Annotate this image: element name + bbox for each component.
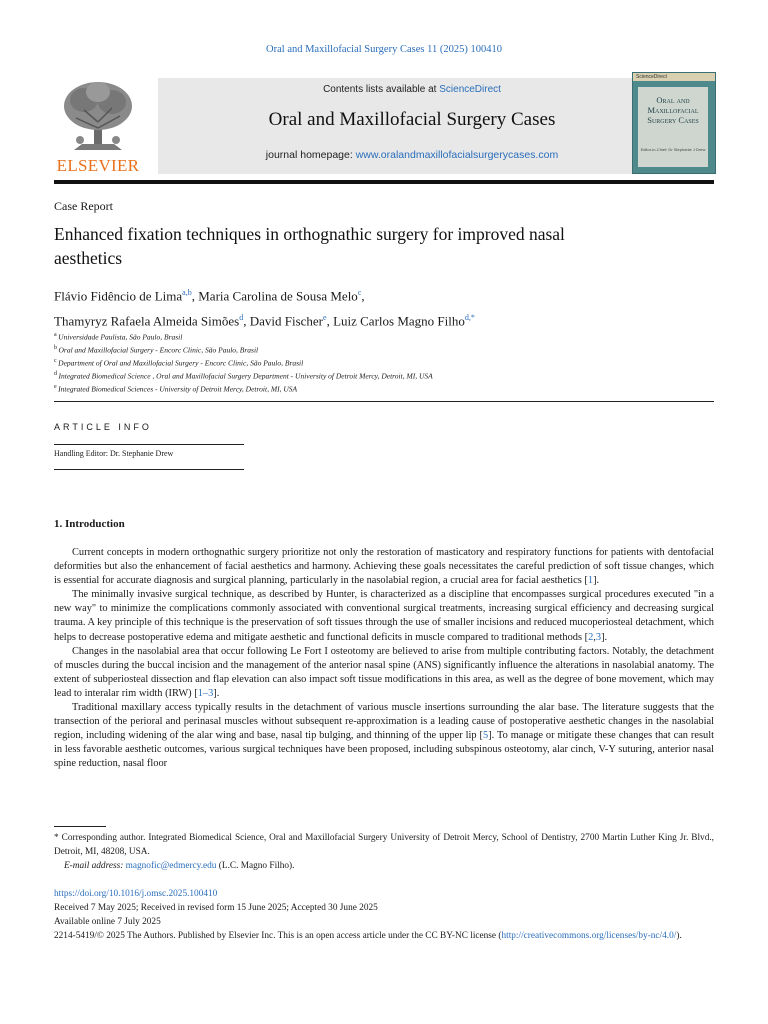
body-text-run: Changes in the nasolabial area that occur following Le Fort I osteotomy are believed to arise from multiple contributing factors. Notably, the detachment of muscles during the buccal incision and the management of the anterior nasal spine (ANS) significantly influence the alterations in nasolabial anatomy. The extent of subperiosteal dissection and flap elevation can also impact soft tissue modifications in this area, as well as the degree of bone movement, which may lead to interalar rim width (IRW) [ [54,645,714,699]
sciencedirect-link[interactable]: ScienceDirect [439,84,501,95]
front-matter-divider [54,401,714,402]
journal-title: Oral and Maxillofacial Surgery Cases [268,109,556,130]
author-affiliation-marker[interactable]: e [323,313,327,323]
publisher-wordmark[interactable]: ELSEVIER [56,156,140,175]
corresponding-author-text: * Corresponding author. Integrated Biomedical Science, Oral and Maxillofacial Surgery University of Detroit Mercy, School of Dentistry, 2700 Martin Luther King Jr. Blvd., Detroit, MI, 48208, USA. [54,833,714,857]
body-text-run: ]. [213,687,220,699]
body-paragraph [54,546,714,588]
banner-divider [54,180,714,184]
article-type: Case Report [54,199,113,213]
author-separator: , [191,288,199,304]
body-text-run: ]. [593,575,600,587]
handling-editor: Handling Editor: Dr. Stephanie Drew [54,449,174,458]
body-paragraph [54,701,714,771]
email-link[interactable]: magnofic@edmercy.edu [125,861,217,871]
body-text-run: Traditional maxillary access typically results in the detachment of various muscle insertions surrounding the alar base. The literature suggests that the transection of the perioral and perinasal muscles without subsequent re-approximation is a leading cause of postoperative aesthetic changes in the nasolabial region, including widening of the alar wing and base, nasal tip bulging, and thinning of the upper lip [ [54,702,714,742]
license-line [54,929,714,943]
journal-banner [54,72,714,182]
affiliation-item [54,330,714,343]
affiliation-key: a [54,332,59,338]
email-suffix: (L.C. Magno Filho). [218,861,295,871]
affiliation-text: Universidade Paulista, São Paulo, Brasil [58,332,183,342]
author-name[interactable]: Luiz Carlos Magno Filho [333,313,465,329]
corresponding-author-footnote [54,831,714,873]
author-name[interactable]: Flávio Fidêncio de Lima [54,288,183,304]
author-separator: , [326,313,334,329]
affiliation-key: b [54,345,59,351]
author-name[interactable]: Maria Carolina de Sousa Melo [198,288,358,304]
citation-link[interactable]: 1 [587,575,594,587]
affiliation-list [54,330,714,395]
affiliation-item [54,382,714,395]
affiliation-key: e [54,384,59,390]
email-label: E-mail address: [64,861,124,871]
author-separator: , [243,313,250,329]
body-text-run: ]. To manage or mitigate these changes that can result in less favorable aesthetic outcomes, various surgical techniques have been proposed, including subspinous osteotomy, alar cinch, V-Y suturing, anterior nasal spine reduction, nasal floor [54,730,714,770]
body-text-run: , [593,631,596,643]
author-separator: , [361,288,365,304]
affiliation-item [54,343,714,356]
body-text-run: Current concepts in modern orthognathic surgery prioritize not only the restoration of masticatory and respiratory functions for patients with dentofacial deformities but also the enhancement of facial aesthetics and harmony. Achieving these goals necessitates the careful prediction of soft tissue changes, which is essential for accurate diagnosis and surgical planning, particularly in the nasolabial region, a crucial area for facial aesthetics [ [54,547,714,587]
banner-center-panel [158,78,666,174]
homepage-prefix: journal homepage: [265,149,356,161]
contents-prefix: Contents lists available at [323,84,440,95]
affiliation-item [54,369,714,382]
body-paragraph [54,645,714,701]
introduction-body [54,546,714,772]
citation-link[interactable]: 5 [482,730,489,742]
article-info-rule-bottom [54,469,244,470]
affiliation-text: Oral and Maxillofacial Surgery - Encorc Clinic, São Paulo, Brasil [58,345,259,355]
journal-homepage-link[interactable]: www.oralandmaxillofacialsurgerycases.com [355,149,559,161]
affiliation-text: Integrated Biomedical Sciences - University of Detroit Mercy, Detroit, MI, USA [58,384,298,394]
article-info-heading: ARTICLE INFO [54,422,152,432]
cover-editor: Editor-in-Chief: Dr Stephanie J Drew [640,147,706,152]
affiliation-key: d [54,371,59,377]
section-heading-introduction: 1. Introduction [54,518,125,530]
contents-line [158,84,666,95]
author-affiliation-marker[interactable]: d [239,313,244,323]
affiliation-item [54,356,714,369]
journal-citation-line[interactable]: Oral and Maxillofacial Surgery Cases 11 (2025) 100410 [266,44,502,55]
body-paragraph [54,588,714,644]
author-affiliation-marker[interactable]: d,* [464,313,475,323]
author-affiliation-marker[interactable]: a,b [182,288,192,297]
license-text: 2214-5419/© 2025 The Authors. Published by Elsevier Inc. This is an open access article under the CC BY-NC license ( [54,931,502,941]
affiliation-key: c [54,358,59,364]
affiliation-text: Department of Oral and Maxillofacial Surgery - Encorc Clinic, São Paulo, Brasil [58,358,304,368]
license-suffix: ). [676,931,682,941]
author-affiliation-marker[interactable]: c [357,288,362,297]
cover-brand: ScienceDirect [633,73,715,81]
license-link[interactable]: http://creativecommons.org/licenses/by-nc/4.0/ [501,931,677,941]
author-name[interactable]: Thamyryz Rafaela Almeida Simões [54,313,240,329]
received-dates: Received 7 May 2025; Received in revised form 15 June 2025; Accepted 30 June 2025 [54,903,378,913]
available-online: Available online 7 July 2025 [54,917,161,927]
citation-link[interactable]: 2 [588,631,594,643]
cover-panel [638,87,708,167]
footnote-divider [54,826,106,827]
citation-link[interactable]: 3 [595,631,602,643]
article-title: Enhanced fixation techniques in orthognathic surgery for improved nasal aesthetics [54,224,565,268]
body-text-run: The minimally invasive surgical technique, as described by Hunter, is characterized as a discipline that encompasses surgical procedures executed "in a new way" to minimize the complications commonly associated with conventional surgical treatments, increasing surgical efficiency and decreasing surgical trauma. A key principle of this technique is the preservation of soft tissues through the use of smaller incisions and reduced mucoperiosteal detachment, which helps to decrease postoperative edema and mitigate aesthetic and functional deficits in muscle compared to traditional methods [ [54,589,714,643]
email-line [54,859,714,873]
cover-title: Oral and Maxillofacial Surgery Cases [647,95,699,125]
publication-info [54,887,714,943]
journal-homepage-line [158,149,666,161]
citation-link[interactable]: 1–3 [197,687,214,699]
article-info-rule-top [54,444,244,445]
author-list [54,282,694,333]
body-text-run: ]. [601,631,608,643]
journal-cover-thumbnail[interactable] [632,72,716,174]
affiliation-text: Integrated Biomedical Science , Oral and Maxillofacial Surgery Department - University of Detroit Mercy, Detroit, MI, USA [58,371,433,381]
doi-link[interactable]: https://doi.org/10.1016/j.omsc.2025.100410 [54,889,218,899]
author-name[interactable]: David Fischer [249,313,323,329]
